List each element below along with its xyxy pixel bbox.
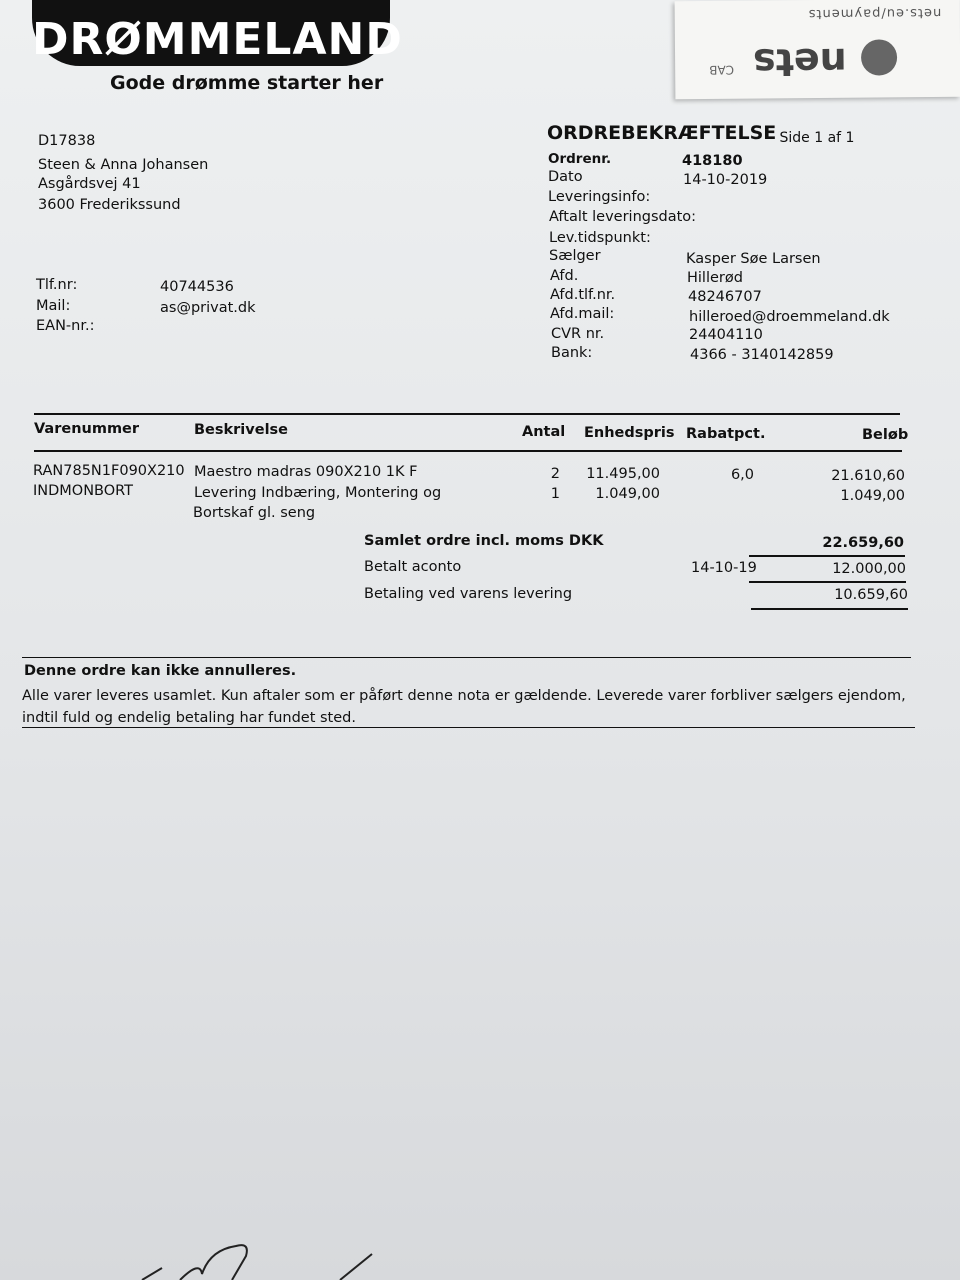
bank-value: 4366 - 3140142859 bbox=[690, 347, 834, 363]
department-phone-value: 48246707 bbox=[688, 289, 762, 305]
header-enhedspris: Enhedspris bbox=[584, 425, 675, 441]
delivery-info-label: Leveringsinfo: bbox=[548, 189, 651, 205]
brand-tagline: Gode drømme starter her bbox=[110, 72, 384, 94]
page-indicator: - Side 1 af 1 bbox=[770, 130, 855, 146]
order-number-value: 418180 bbox=[682, 153, 743, 169]
terms-heading: Denne ordre kan ikke annulleres. bbox=[24, 663, 297, 679]
row2-antal: 1 bbox=[550, 486, 560, 502]
receipt-logo: nets bbox=[752, 39, 847, 85]
terms-bottom-rule bbox=[22, 727, 915, 728]
header-varenummer: Varenummer bbox=[34, 421, 140, 437]
row2-belob: 1.049,00 bbox=[840, 488, 905, 504]
delivery-payment-value: 10.659,60 bbox=[834, 587, 908, 603]
delivery-payment-rule bbox=[751, 608, 908, 610]
table-top-rule bbox=[34, 413, 900, 415]
row1-belob: 21.610,60 bbox=[831, 468, 905, 484]
row2-enhedspris: 1.049,00 bbox=[595, 486, 660, 502]
document-title: ORDREBEKRÆFTELSE bbox=[547, 122, 777, 144]
date-value: 14-10-2019 bbox=[683, 172, 768, 188]
row1-varenummer: RAN785N1F090X210 bbox=[33, 463, 185, 479]
mail-label: Mail: bbox=[36, 298, 71, 314]
aconto-rule bbox=[749, 581, 906, 583]
department-mail-value: hilleroed@droemmeland.dk bbox=[689, 309, 890, 325]
customer-street: Asgårdsvej 41 bbox=[38, 176, 141, 192]
row2-beskrivelse: Levering Indbæring, Montering og bbox=[194, 485, 442, 501]
row2-beskrivelse-line2: Bortskaf gl. seng bbox=[193, 505, 316, 521]
aconto-value: 12.000,00 bbox=[832, 561, 906, 577]
delivery-time-label: Lev.tidspunkt: bbox=[549, 230, 651, 246]
row1-antal: 2 bbox=[550, 466, 560, 482]
header-antal: Antal bbox=[522, 424, 566, 440]
row1-enhedspris: 11.495,00 bbox=[586, 466, 660, 482]
customer-city: 3600 Frederikssund bbox=[38, 197, 181, 213]
total-label: Samlet ordre incl. moms DKK bbox=[364, 533, 604, 549]
order-number-label: Ordrenr. bbox=[548, 151, 612, 167]
date-label: Dato bbox=[548, 169, 583, 185]
nets-logo-icon bbox=[861, 39, 897, 75]
payment-receipt-slip bbox=[675, 0, 960, 99]
total-rule bbox=[749, 555, 905, 557]
table-header-rule bbox=[34, 450, 902, 452]
agreed-delivery-date-label: Aftalt leveringsdato: bbox=[549, 209, 697, 225]
terms-top-rule bbox=[22, 657, 911, 658]
row2-varenummer: INDMONBORT bbox=[33, 483, 134, 499]
customer-name: Steen & Anna Johansen bbox=[38, 157, 209, 173]
aconto-date: 14-10-19 bbox=[691, 560, 757, 576]
row1-rabat: 6,0 bbox=[730, 467, 754, 483]
cvr-label: CVR nr. bbox=[551, 326, 605, 342]
mail-value: as@privat.dk bbox=[160, 300, 256, 316]
ean-label: EAN-nr.: bbox=[36, 318, 95, 334]
terms-text: Alle varer leveres usamlet. Kun aftaler som er påført denne nota er gældende. Leverede varer forbliver sælgers ejendom, indtil fuld og endelig betaling har fundet sted. bbox=[22, 688, 906, 726]
department-value: Hillerød bbox=[687, 270, 743, 286]
receipt-url: nets.eu/payments bbox=[808, 4, 942, 22]
total-value: 22.659,60 bbox=[822, 535, 904, 551]
bank-label: Bank: bbox=[551, 345, 593, 361]
signature-scribble bbox=[140, 1240, 400, 1280]
aconto-label: Betalt aconto bbox=[364, 559, 462, 575]
header-belob: Beløb bbox=[862, 427, 909, 443]
customer-id: D17838 bbox=[38, 133, 96, 149]
header-rabat: Rabatpct. bbox=[686, 426, 766, 442]
seller-value: Kasper Søe Larsen bbox=[686, 251, 821, 267]
seller-label: Sælger bbox=[549, 248, 601, 264]
phone-label: Tlf.nr: bbox=[36, 277, 78, 293]
receipt-small-text: CAB bbox=[709, 62, 735, 77]
header-beskrivelse: Beskrivelse bbox=[194, 422, 289, 438]
delivery-payment-label: Betaling ved varens levering bbox=[364, 586, 573, 602]
cvr-value: 24404110 bbox=[689, 327, 763, 343]
row1-beskrivelse: Maestro madras 090X210 1K F bbox=[194, 464, 418, 480]
department-label: Afd. bbox=[550, 268, 579, 284]
department-phone-label: Afd.tlf.nr. bbox=[550, 287, 616, 303]
brand-logo: DRØMMELAND bbox=[32, 0, 390, 66]
phone-value: 40744536 bbox=[160, 279, 234, 295]
department-mail-label: Afd.mail: bbox=[550, 306, 615, 322]
